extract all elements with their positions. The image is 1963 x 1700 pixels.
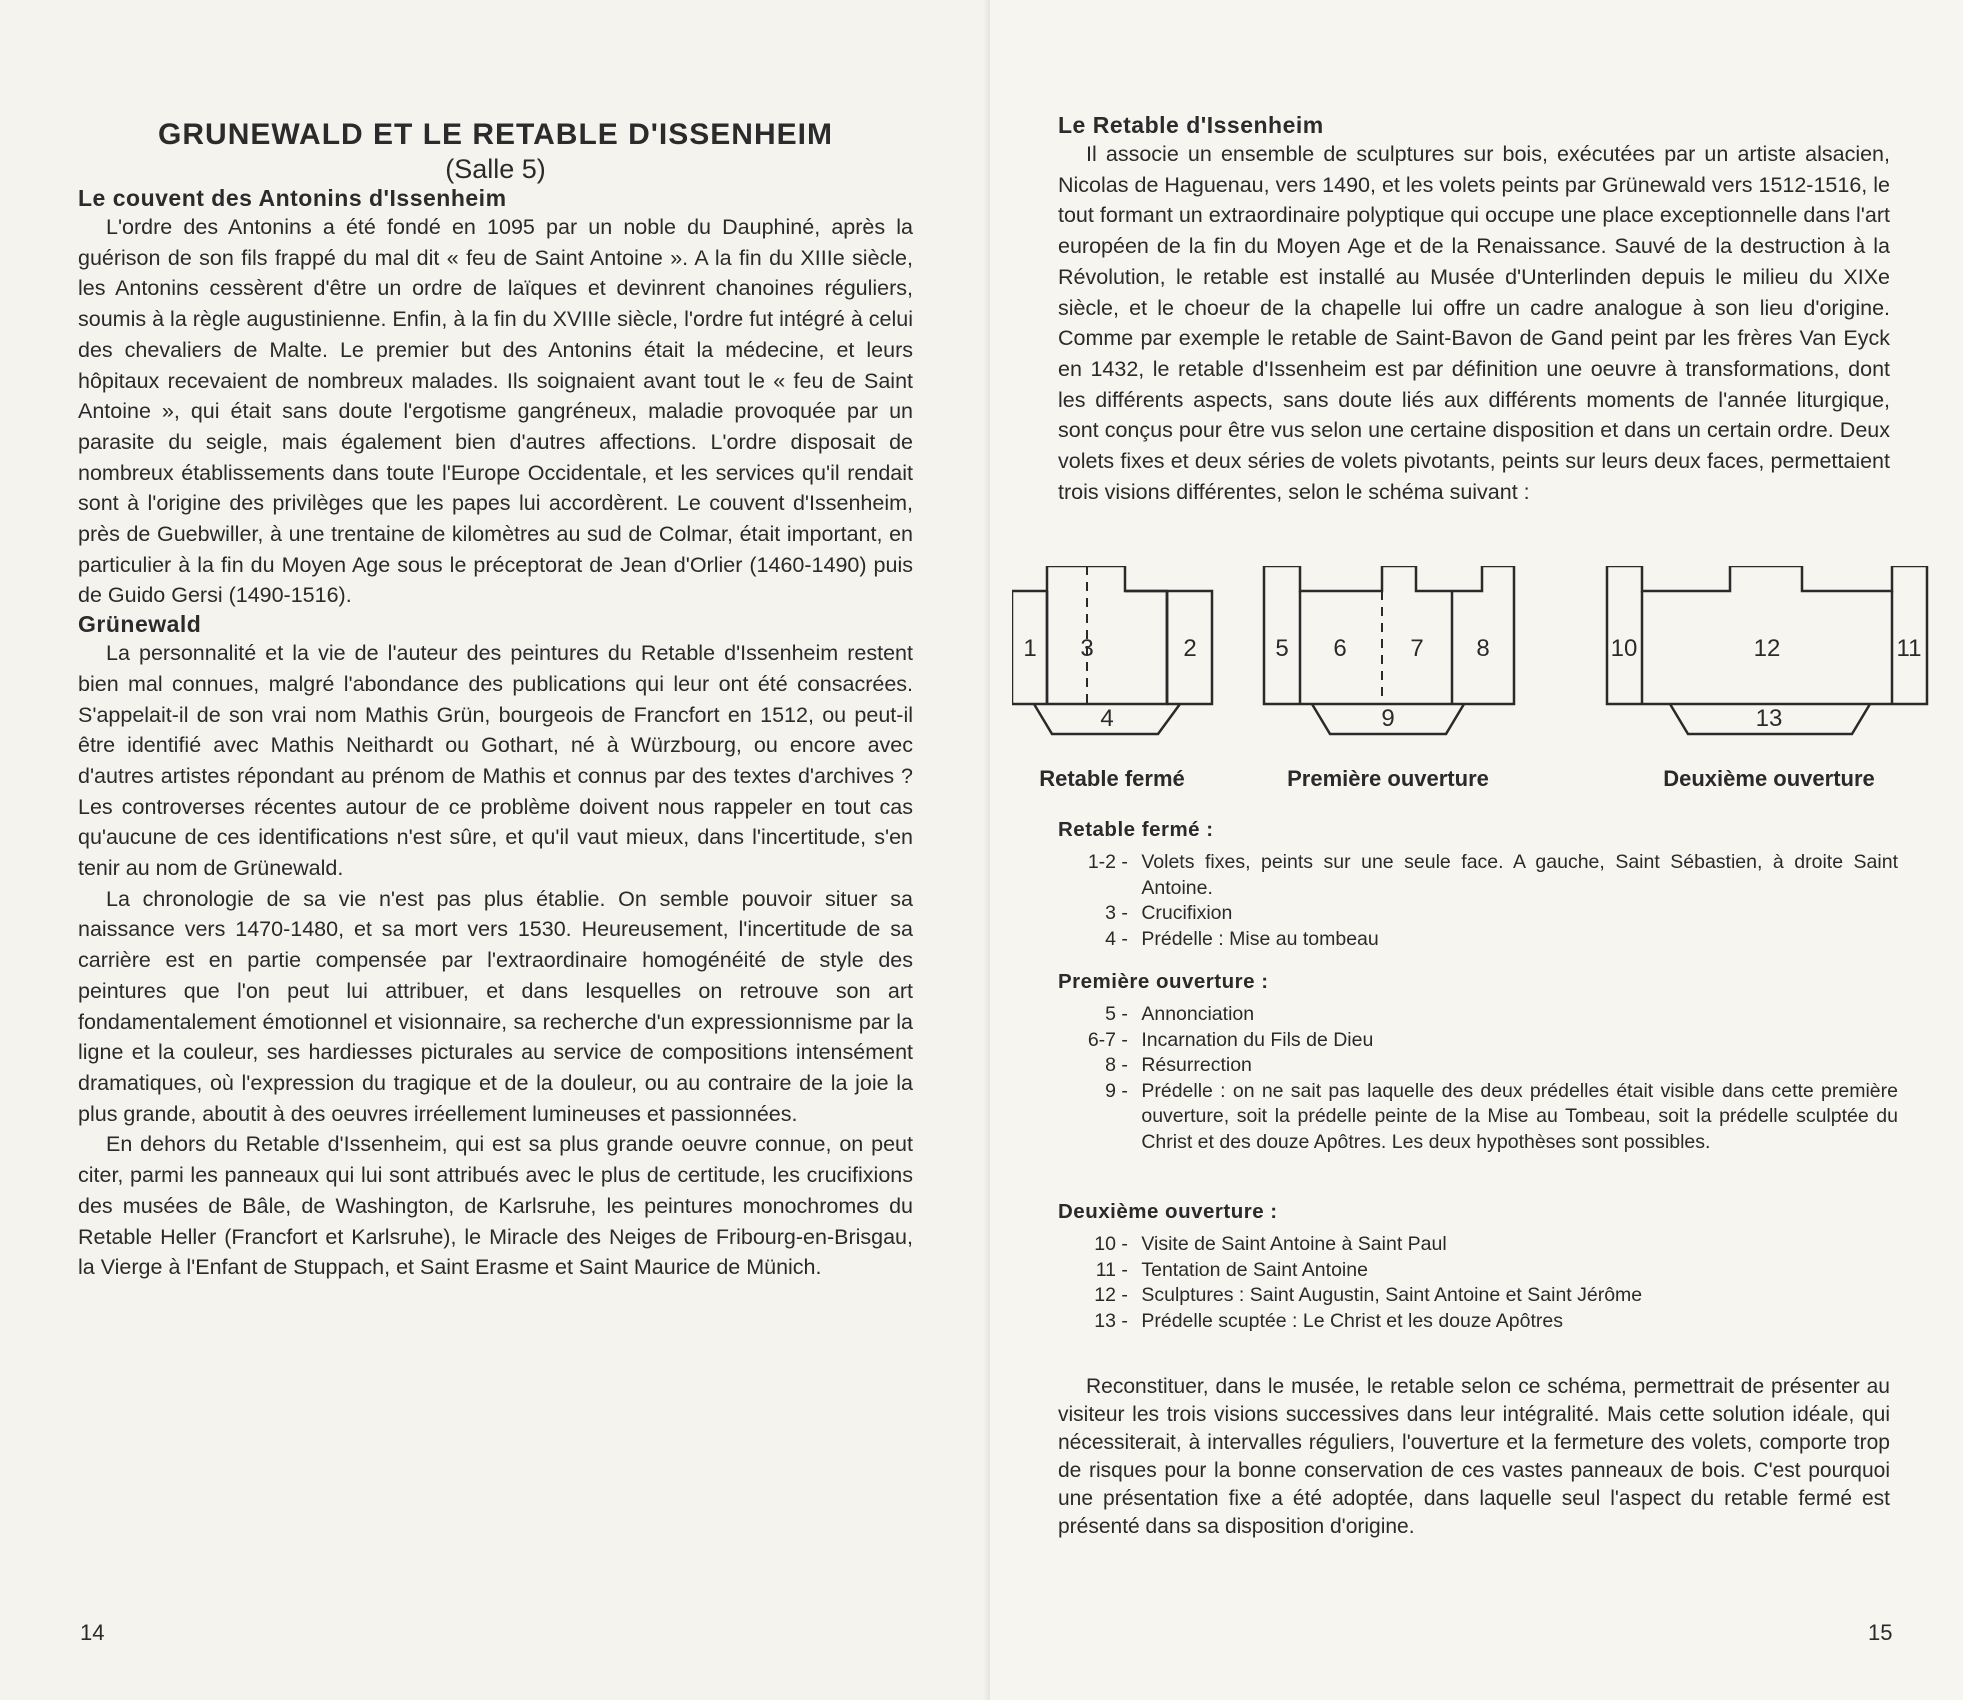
list-item: 5 - Annonciation bbox=[1105, 1003, 1255, 1025]
panel-label: 5 bbox=[1275, 635, 1289, 662]
panel-label: 11 bbox=[1896, 635, 1922, 662]
predella-label: 9 bbox=[1381, 705, 1395, 732]
section-heading-grunewald: Grünewald bbox=[78, 611, 202, 638]
panel-label: 6 bbox=[1333, 635, 1347, 662]
panel-label: 8 bbox=[1476, 635, 1490, 662]
retable-paragraph: Il associe un ensemble de sculptures sur bois, exécutées par un artiste alsacien, Nicolas de Haguenau, vers 1490, et les volets peints par Grünewald vers 1512-1516, le tout formant un extraordinaire polyptique qui occupe une place exceptionnelle dans l'art européen de la fin du Moyen Age et de la Renaissance. Sauvé de la destruction à la Révolution, le retable est installé au Musée d'Unterlinden depuis le milieu du XIXe siècle, et le choeur de la chapelle lui offre un cadre analogue à son lieu d'origine. Comme par exemple le retable de Saint-Bavon de Gand peint par les frères Van Eyck en 1432, le retable d'Issenheim est par définition une oeuvre à transformations, dont les différents aspects, sans doute liés aux différents moments de l'année liturgique, sont conçus pour être vus selon une certaine disposition et dans un certain ordre. Deux volets fixes et deux séries de volets pivotants, peints sur leurs deux faces, permettaient trois visions différentes, selon le schéma suivant : bbox=[1058, 142, 1890, 504]
list-deuxieme-ouverture bbox=[1058, 1200, 1898, 1334]
panel-label: 12 bbox=[1753, 635, 1781, 662]
list-item: 13 - Prédelle scuptée : Le Christ et les douze Apôtres bbox=[1094, 1309, 1564, 1332]
list-heading: Retable fermé : bbox=[1058, 818, 1214, 841]
page-title: GRUNEWALD ET LE RETABLE D'ISSENHEIM bbox=[158, 118, 833, 151]
list-item: 11 - Tentation de Saint Antoine bbox=[1095, 1258, 1368, 1281]
list-heading: Deuxième ouverture : bbox=[1058, 1200, 1278, 1223]
list-item: 8 - Résurrection bbox=[1105, 1054, 1252, 1076]
section-heading-couvent: Le couvent des Antonins d'Issenheim bbox=[78, 185, 507, 211]
list-item: 6-7 - Incarnation du Fils de Dieu bbox=[1087, 1028, 1374, 1051]
panel-label: 2 bbox=[1183, 635, 1197, 662]
panel-label: 3 bbox=[1080, 635, 1094, 662]
right-column bbox=[1058, 112, 1890, 507]
list-premiere-ouverture bbox=[1058, 970, 1898, 1155]
list-item: 1-2 - Volets fixes, peints sur une seule face. A gauche, Saint Sébastien, à droite Saint Antoine. bbox=[1087, 851, 1898, 899]
list-retable-ferme bbox=[1058, 818, 1898, 952]
predella-label: 13 bbox=[1755, 705, 1783, 732]
retable-schema-diagram bbox=[1012, 566, 1932, 796]
panel-label: 1 bbox=[1023, 635, 1037, 662]
list-item: 3 - Crucifixion bbox=[1105, 902, 1233, 924]
list-heading: Première ouverture : bbox=[1058, 970, 1269, 993]
list-item: 12 - Sculptures : Saint Augustin, Saint Antoine et Saint Jérôme bbox=[1094, 1284, 1643, 1306]
left-column bbox=[78, 118, 913, 1283]
caption-premiere-ouverture: Première ouverture bbox=[1287, 766, 1489, 791]
retable-heading: Le Retable d'Issenheim bbox=[1058, 112, 1324, 138]
list-item: 4 - Prédelle : Mise au tombeau bbox=[1105, 927, 1379, 950]
panel-label: 7 bbox=[1410, 635, 1424, 662]
caption-deuxieme-ouverture: Deuxième ouverture bbox=[1663, 766, 1875, 791]
list-item: 9 - Prédelle : on ne sait pas laquelle des deux prédelles était visible dans cette première ouverture, soit la prédelle peinte de la Mise au Tombeau, soit la prédelle sculptée du Christ et des douze Apôtres. Les deux hypothèses sont possibles. bbox=[1105, 1079, 1898, 1153]
panel-label: 10 bbox=[1610, 635, 1638, 662]
caption-retable-ferme: Retable fermé bbox=[1039, 766, 1185, 791]
predella-label: 4 bbox=[1100, 705, 1114, 732]
grunewald-paragraph-2: La chronologie de sa vie n'est pas plus établie. On semble pouvoir situer sa naissance vers 1470-1480, et sa mort vers 1530. Heureusement, l'incertitude de sa carrière est en partie compensée par l'extraordinaire homogénéité de style des peintures que l'on peut lui attribuer, et dans lesquelles on retrouve son art fondamentalement émotionnel et visionnaire, sa recherche d'un expressionnisme par la ligne et la couleur, ses hardiesses picturales au service de compositions intensément dramatiques, où l'expression du tragique et de la douleur, ou au contraire de la joie la plus grande, aboutit à des oeuvres irréellement lumineuses et passionnées. bbox=[78, 886, 913, 1126]
section-paragraph-couvent: L'ordre des Antonins a été fondé en 1095 par un noble du Dauphiné, après la guérison de son fils frappé du mal dit « feu de Saint Antoine ». A la fin du XIIIe siècle, les Antonins cessèrent d'être un ordre de laïques et devinrent chanoines réguliers, soumis à la règle augustinienne. Enfin, à la fin du XVIIIe siècle, l'ordre fut intégré à celui des chevaliers de Malte. Le premier but des Antonins était la médecine, et leurs hôpitaux recevaient de nombreux malades. Ils soignaient avant tout le « feu de Saint Antoine », qui était sans doute l'ergotisme gangréneux, maladie provoquée par un parasite du seigle, mais également bien d'autres affections. L'ordre disposait de nombreux établissements dans toute l'Europe Occidentale, et les services qu'il rendait sont à l'origine des privilèges que les papes lui accordèrent. Le couvent d'Issenheim, près de Guebwiller, à une trentaine de kilomètres au sud de Colmar, était important, en particulier à la fin du Moyen Age sous le préceptorat de Jean d'Orlier (1460-1490) puis de Guido Gersi (1490-1516). bbox=[78, 215, 913, 608]
grunewald-paragraph-3: En dehors du Retable d'Issenheim, qui est sa plus grande oeuvre connue, on peut citer, parmi les panneaux qui lui sont attribués avec le plus de certitude, les crucifixions des musées de Bâle, de Washington, de Karlsruhe, les peintures monochromes du Retable Heller (Francfort et Karlsruhe), le Miracle des Neiges de Fribourg-en-Brisgau, la Vierge à l'Enfant de Stuppach, et Saint Erasme et Saint Maurice de Münich. bbox=[78, 1132, 913, 1280]
page-number-left: 14 bbox=[80, 1620, 105, 1645]
list-item: 10 - Visite de Saint Antoine à Saint Paul bbox=[1094, 1233, 1447, 1255]
page-subtitle: (Salle 5) bbox=[445, 154, 546, 184]
closing-paragraph: Reconstituer, dans le musée, le retable selon ce schéma, permettrait de présenter au visiteur les trois visions successives dans leur intégralité. Mais cette solution idéale, qui nécessiterait, à intervalles réguliers, l'ouverture et la fermeture des volets, comporte trop de risques pour la bonne conservation de ces vastes panneaux de bois. C'est pourquoi une présentation fixe a été adoptée, dans laquelle seul l'aspect du retable fermé est présenté dans sa disposition d'origine. bbox=[1058, 1375, 1890, 1538]
grunewald-paragraph-1: La personnalité et la vie de l'auteur des peintures du Retable d'Issenheim restent bien mal connues, malgré l'abondance des publications qui leur ont été consacrées. S'appelait-il de son vrai nom Mathis Grün, bourgeois de Francfort en 1512, ou peut-il être identifié avec Mathis Neithardt ou Gothart, né à Würzbourg, ou encore avec d'autres artistes répondant au prénom de Mathis et connus par des textes d'archives ? Les controverses récentes autour de ce problème doivent nous rappeler en tout cas qu'aucune de ces identifications n'est sûre, et qu'il vaut mieux, dans l'incertitude, s'en tenir au nom de Grünewald. bbox=[78, 641, 913, 881]
page-number-right: 15 bbox=[1868, 1620, 1893, 1645]
